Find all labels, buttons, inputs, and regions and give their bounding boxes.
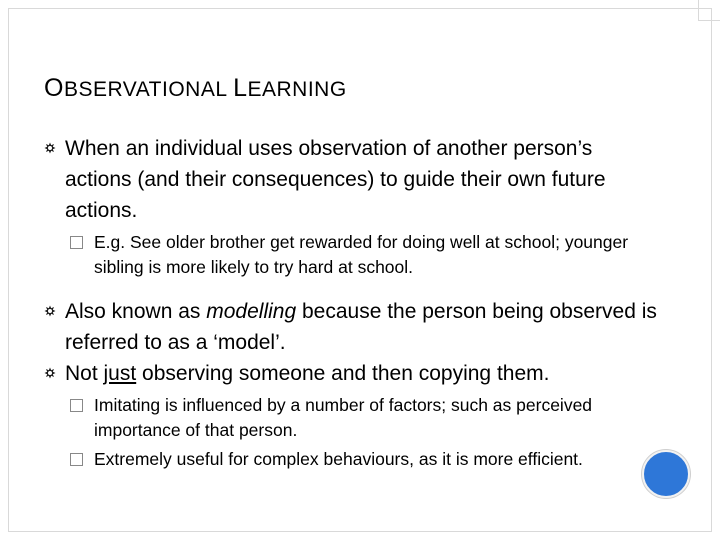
bullet-2 [44, 296, 664, 358]
bullet-2-pre: Also known as [65, 300, 207, 323]
corner-divider-horizontal [698, 20, 720, 21]
gear-star-icon [44, 305, 56, 317]
bullet-3 [44, 358, 664, 389]
box-bullet-icon [70, 236, 83, 249]
title-initial-2: L [233, 74, 248, 102]
bullet-3-underlined: just [103, 362, 137, 385]
box-bullet-icon [70, 453, 83, 466]
bullet-1 [44, 133, 664, 226]
title-initial-1: O [44, 74, 64, 102]
box-bullet-icon [70, 399, 83, 412]
title-rest-2: EARNING [247, 78, 347, 101]
bullet-2-emphasis: modelling [206, 300, 297, 323]
gear-star-icon [44, 142, 56, 154]
sub-bullet-2 [44, 393, 664, 443]
sub-bullet-2-text: Imitating is influenced by a number of factors; such as perceived importance of that person. [94, 395, 593, 440]
bullet-3-pre: Not [65, 362, 104, 385]
title-rest-1: BSERVATIONAL [63, 78, 227, 101]
slide-title [44, 74, 347, 103]
slide-content [44, 133, 664, 474]
gear-star-icon [44, 367, 56, 379]
sub-bullet-1 [44, 230, 664, 280]
bullet-2-post: because the person being observed is referred to as a ‘model’. [65, 300, 657, 354]
corner-divider-vertical [698, 0, 699, 20]
sub-bullet-3 [44, 447, 664, 472]
bullet-1-text: When an individual uses observation of another person’s actions (and their consequences) to guide their own future actions. [65, 137, 606, 222]
sub-bullet-3-text: Extremely useful for complex behaviours, as it is more efficient. [94, 449, 583, 469]
sub-bullet-1-text: E.g. See older brother get rewarded for doing well at school; younger sibling is more likely to try hard at school. [94, 232, 629, 277]
decorative-circle [642, 450, 690, 498]
bullet-3-post: observing someone and then copying them. [136, 362, 550, 385]
